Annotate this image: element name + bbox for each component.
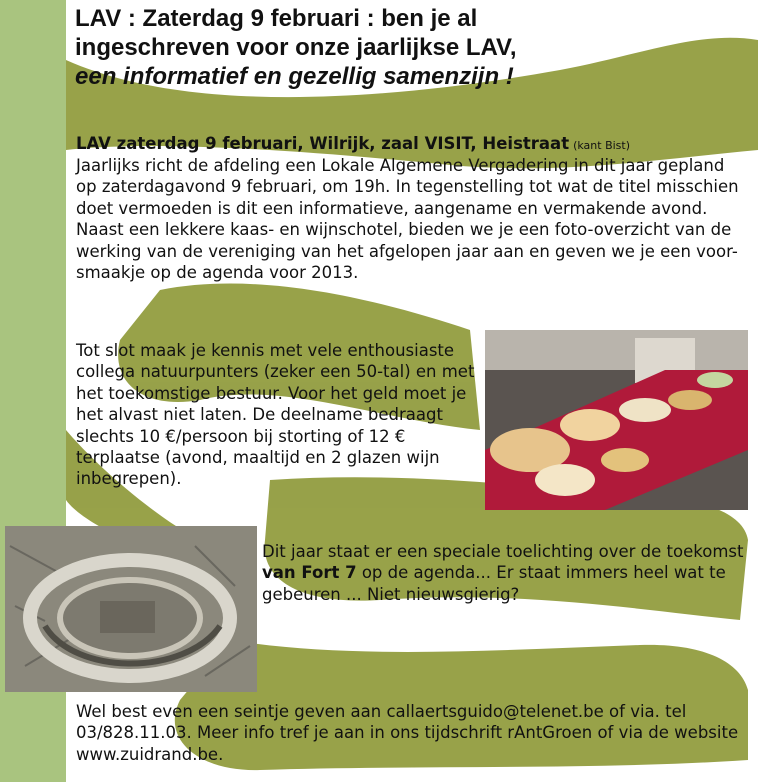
paragraph-intro: Jaarlijks richt de afdeling een Lokale Algemene Vergadering in dit jaar gepland op zaterdagavond 9 februari, om 19h. In tegenstelling tot wat de titel misschien doet vermoeden is dit een informatieve, aangename en vermakende avond. Naast een lekkere kaas- en wijnschotel, bieden we je een foto-overzicht van de werking van de vereniging van het afgelopen jaar aan en geven we je een voor-smaakje op de agenda voor 2013. <box>76 156 739 283</box>
fort7-text-after: op de agenda... Er staat immers heel wat te gebeuren ... Niet nieuwsgierig? <box>262 563 726 604</box>
article-title <box>75 4 745 91</box>
title-line-2: ingeschreven voor onze jaarlijkse LAV, <box>75 34 517 61</box>
event-heading-main: LAV zaterdag 9 februari, Wilrijk, zaal VISIT, Heistraat <box>76 134 570 153</box>
paragraph-contact: Wel best even een seintje geven aan callaertsguido@telenet.be of via. tel 03/828.11.03. Meer info tref je aan in ons tijdschrift rAntGroen of via de website www.zuidrand.be. <box>76 702 739 764</box>
paragraph-fort7 <box>262 541 752 605</box>
fort7-text-before: Dit jaar staat er een speciale toelichting over de toekomst <box>262 542 744 561</box>
event-heading-note: (kant Bist) <box>573 139 631 152</box>
buffet-photo <box>485 330 748 510</box>
fort7-highlight: van Fort 7 <box>262 563 357 583</box>
title-line-1: LAV : Zaterdag 9 februari : ben je al <box>75 5 478 32</box>
title-line-3: een informatief en gezellig samenzijn ! <box>75 63 514 90</box>
event-heading <box>76 133 748 156</box>
paragraph-pricing: Tot slot maak je kennis met vele enthousiaste collega natuurpunters (zeker een 50-tal) en met het toekomstige bestuur. Voor het geld moet je het alvast niet laten. De deelname bedraagt slechts 10 €/persoon bij storting of 12 € terplaatse (avond, maaltijd en 2 glazen wijn inbegrepen). <box>76 341 475 489</box>
fort-aerial-photo <box>5 526 257 692</box>
